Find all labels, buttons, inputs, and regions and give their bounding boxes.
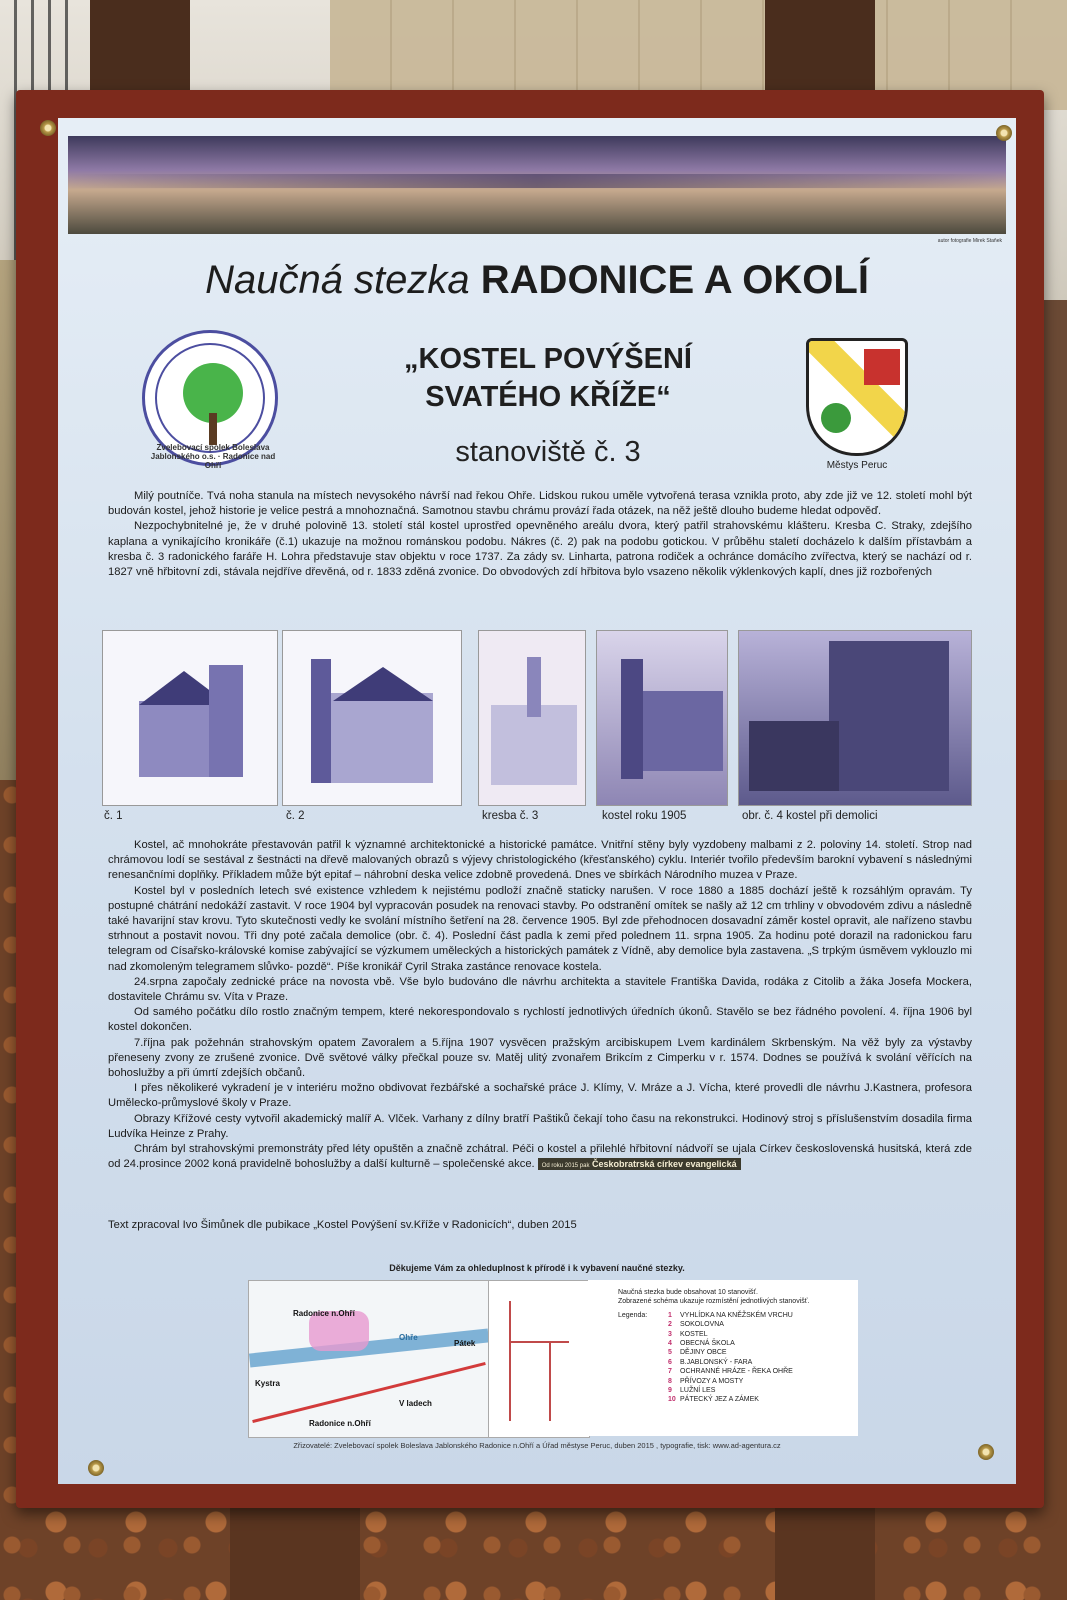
coat-of-arms-icon [806,338,908,456]
photo-captions: č. 1 č. 2 kresba č. 3 kostel roku 1905 obr. č. 4 kostel při demolici [104,810,878,822]
screw-icon [40,120,56,136]
screw-icon [996,125,1012,141]
title-bold: RADONICE A OKOLÍ [480,258,869,302]
river-ohre [249,1328,489,1367]
logo-text: Zvelebovací spolek Boleslava Jablonského o.s. · Radonice nad Ohří [150,443,276,470]
title-italic: Naučná stezka [205,258,470,302]
author-note: Text zpracoval Ivo Šimůnek dle pubikace „Kostel Povýšení sv.Kříže v Radonicích“, duben 2015 [108,1219,577,1231]
society-logo [142,330,278,470]
crest-label: Městys Peruc [826,460,888,471]
trail-map: Radonice n.Ohří Ohře Pátek Kystra V ladech Radonice n.Ohří [248,1280,490,1438]
paragraph: Nezpochybnitelné je, že v druhé polovině 13. století stál kostel uprostřed opevněného areálu dvora, který patřil strahovskému klášteru. Kresba C. Straky, zdejšího kaplana a vynikajícího kronikáře (č.1) ukazuje na možnou románskou podobu. Nákres (č. 2) pak na podobu gotickou. V průběhu staletí docházelo k dalším přístavbám a kresba č. 3 radonického faráře H. Lohra představuje stav objektu v roce 1737. Za zády sv. Linharta, patrona rodiček a ochránce domácího zvířectva, který se nachází od r. 1827 vně hřbitovní zdi, stávala nejdříve dřevěná, od r. 1833 zděná zvonice. Do obvodových zdí hřbitova bylo vsazeno několik výklenkových kaplí, dnes již rozbořených [108,520,972,579]
drawing-1 [102,630,278,806]
founder-line: Zřizovatelé: Zvelebovací spolek Boleslava Jablonského Radonice n.Ohří a Úřad městyse Peruc, duben 2015 , typografie, tisk: www.ad-agentura.cz [293,1441,781,1450]
thanks-line: Děkujeme Vám za ohleduplnost k přírodě i k vybavení naučné stezky. [389,1263,685,1273]
sticker-badge: Od roku 2015 pak Českobratrská církev evangelická [538,1158,741,1170]
history-text [108,838,972,1174]
paragraph: 7.října pak požehnán strahovským opatem Zavoralem a 5.října 1907 vysvěcen pražským arcibiskupem Lvem kardinálem Skrbenským. Na věž byly za výstavby přeneseny zvony ze zrušené zvonice. Dvě světové války přečkal pouze sv. Matěj ulitý zvonařem Brikcím z Cimperku v r. 1574. Dodnes se používá k svolání věřících na bohoslužby a při úmrtí zdejších občanů. [108,1036,972,1080]
wooden-post [90,0,190,100]
photo-1905 [596,630,728,806]
landscape-banner [68,136,1006,234]
paragraph: 24.srpna započaly zednické práce na novosta vbě. Vše bylo budováno dle návrhu architekta a stavitele Františka Davida, rodáka z Citolib a žáka Josefa Mockera, dostavitele Chrámu sv. Víta v Praze. [108,975,972,1004]
wooden-post [230,1495,360,1600]
paragraph: Obrazy Křížové cesty vytvořil akademický malíř A. Vlček. Varhany z dílny bratří Paštiků čekají toho času na rekonstrukci. Hodinový stroj s příslušenstvím dosadila firma Ludvíka Heinze z Prahy. [108,1112,972,1140]
legend-box: Naučná stezka bude obsahovat 10 stanovišť. Zobrazené schéma ukazuje rozmístění jednotlivých stanovišť. Legenda: 1 VYHLÍDKA NA KNĚŽSKÉM VRCHU 2 SOKOLOVNA 3 KOSTEL 4 OBECNÁ ŠKOLA 5 DĚJINY OBCE 6 B.JABLONSKÝ - FARA 7 OCHRANNÉ HRÁZE - ŘEKA OHŘE 8 PŘÍVOZY A MOSTY 9 LUŽNÍ LES 10 PÁTECKÝ JEZ A ZÁMEK [588,1280,858,1436]
drawing-2 [282,630,462,806]
board-title [58,258,1016,303]
station-label: stanoviště č. 3 [455,436,641,468]
screw-icon [978,1444,994,1460]
church-title: „KOSTEL POVÝŠENÍ SVATÉHO KŘÍŽE“ [404,343,692,413]
screw-icon [88,1460,104,1476]
paragraph: Od samého počátku dílo rostlo značným tempem, které nekorespondovalo s rychlostí jednotlivých úředních úkonů. Stavělo se bez řádného povolení. 4. října 1906 byl kostel dokončen. [108,1006,972,1034]
wooden-post [765,0,875,100]
drawing-3 [478,630,586,806]
paragraph: Kostel, ač mnohokráte přestavován patřil k významné architektonické a historické památce. Vnitřní stěny byly vyzdobeny malbami z 2. poloviny 14. století. Strop nad chrámovou lodí se sestával z šestnácti na dřevě malovaných obrazů s výjevy christologického (křesťanského) cyklu. Interiér tvořilo především barokní vybavení s následnými renesančními doplňky. Příkladem může být epitaf – náhrobní deska velice zdobně provedená. Dnes ve sbírkách Národního muzea v Praze. [108,839,972,882]
wooden-post [775,1495,875,1600]
photo-credit: autor fotografie Mirek Staňek [937,238,1002,244]
paragraph: Kostel byl v posledních letech své existence vzhledem k nejistému podloží značně staticky narušen. V roce 1880 a 1885 dochází ještě k rozsáhlým opravám. Ty postupné chátrání nedokáží zastavit. V roce 1904 byl vypracován posudek na renovaci stavby. Po odstranění omítek se našly až 12 cm trhliny v obvodovém zdivu a následně také havarijní stav krovu. Tyto skutečnosti vedly ke svolání místního šetření na 28. července 1905. Byl zde přehodnocen dosavadní záměr kostel opravit, ale nařízeno stavbu strhnout a postavit novou. Tři dny poté začala demolice (obr. č. 4). Poslední část padla k zemi před polednem 11. srpna 1905. Za hodinu poté dorazil na radonickou faru telegram od Císařsko-královské komise zabývající se výzkumem uměleckých a historických památek z Vídně, aby demolice byla zastavena. „S trpkým úsměvem vyklouzlo mi nad zkomoleným telegramem slůvko- pozdě“. Píše kronikář Cyril Straka zastánce renovace kostela. [108,884,972,973]
intro-text [108,489,972,580]
trail-schema [488,1280,590,1438]
paragraph: Chrám byl strahovskými premonstráty před léty opuštěn a značně zchátral. Péči o kostel a přilehlé hřbitovní nádvoří se ujala Církev československá husitská, která zde od 24.prosince 2002 koná pravidelně bohoslužby a další kulturně – společenské akce. Od roku 2015 pak Českobratrská církev evangelická [108,1143,972,1171]
photo-demolition [738,630,972,806]
info-panel [58,118,1016,1484]
paragraph: Milý poutníče. Tvá noha stanula na místech nevysokého návrší nad řekou Ohře. Lidskou rukou uměle vytvořená terasa vznikla proto, aby zde již ve 12. století mohl být budován kostel, jehož historie je velice pestrá a mnohoznačná. Samotnou stavbu chrámu provází řada otázek, na něž ještě dlouho budeme hledat odpověď. [108,490,972,518]
paragraph: I přes několikeré vykradení je v interiéru možno obdivovat řezbářské a sochařské práce J. Klímy, V. Mráze a J. Vícha, které provedli dle návrhu J.Kastnera, profesora Umělecko-průmyslové školy v Praze. [108,1082,972,1110]
photo-strip [102,630,972,806]
